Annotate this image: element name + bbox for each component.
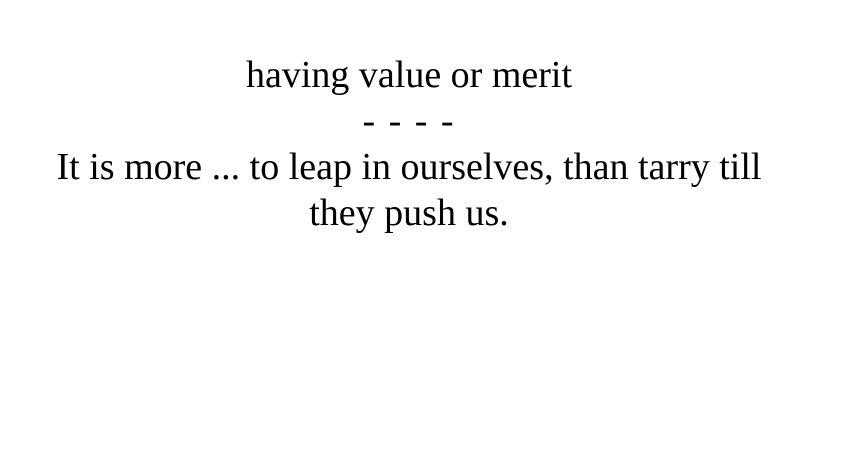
- example-sentence: It is more ... to leap in ourselves, than tarry till they push us.: [56, 146, 762, 234]
- card-content: [0, 52, 818, 236]
- separator: - - - -: [362, 100, 456, 142]
- definition-text: having value or merit: [245, 54, 573, 96]
